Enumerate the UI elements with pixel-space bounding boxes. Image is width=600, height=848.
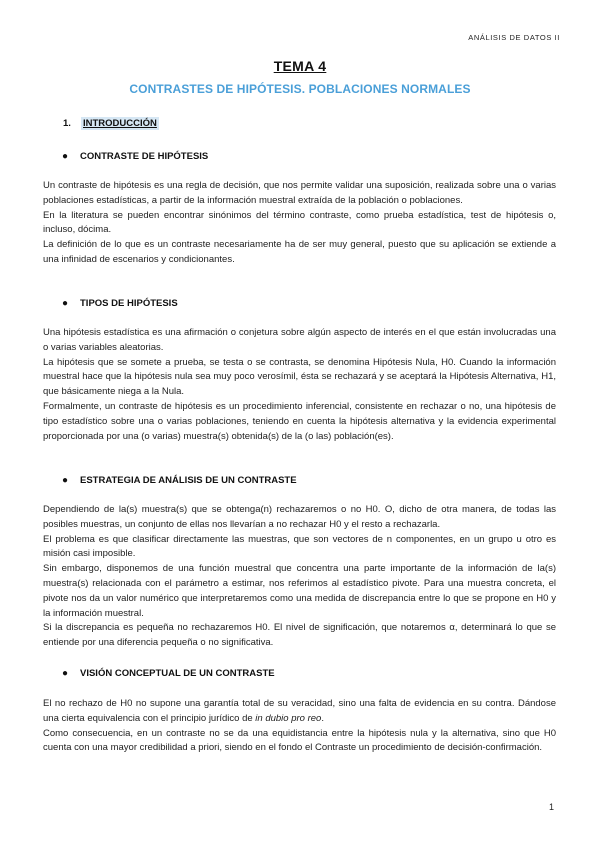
paragraph: El problema es que clasificar directamente las muestras, que son vectores de n componentes, en un grupo u otro es misión casi imposible. (43, 533, 556, 560)
paragraph: Sin embargo, disponemos de una función muestral que concentra una parte importante de la información de la(s) muestra(s) relacionada con el parámetro a estimar, nos referimos al estadístico pivote. Para una muestra concreta, el pivote nos da un valor numérico que interpretaremos como una medida de discrepancia entre lo que se propone en H0 y la información muestral. (43, 563, 556, 619)
bullet-icon: ● (62, 668, 69, 679)
paragraph: Un contraste de hipótesis es una regla de decisión, que nos permite validar una suposición, realizada sobre una o varias poblaciones estadísticas, a partir de la información muestral extraída de la población o poblaciones. (43, 180, 556, 206)
bullet-icon: ● (62, 475, 69, 486)
section-number: 1. (63, 118, 71, 129)
section-label: INTRODUCCIÓN (83, 118, 157, 129)
bullet-heading-tipos (62, 298, 178, 309)
bullet-heading-label: ESTRATEGIA DE ANÁLISIS DE UN CONTRASTE (80, 475, 297, 486)
bullet-heading-estrategia (62, 475, 297, 486)
paragraph: Dependiendo de la(s) muestra(s) que se obtenga(n) rechazaremos o no H0. O, dicho de otra manera, de todas las posibles muestras, un conjunto de ellas nos llevarían a no rechazar H0 y el resto a rechazarla. (43, 504, 556, 530)
paragraph-text: . (321, 712, 324, 724)
paragraph: Si la discrepancia es pequeña no rechazaremos H0. El nivel de significación, que notaremos α, determinará lo que se entiende por una diferencia pequeña o no significativa. (43, 622, 556, 649)
bullet-heading-label: CONTRASTE DE HIPÓTESIS (80, 151, 209, 162)
page-subtitle: CONTRASTES DE HIPÓTESIS. POBLACIONES NORMALES (129, 82, 471, 96)
latin-phrase: in dubio pro reo (255, 712, 322, 724)
bullet-heading-contraste (62, 151, 208, 162)
paragraph-text: El no rechazo de H0 no supone una garantía total de su veracidad, sino una falta de evidencia en su contra. Dándose una cierta equivalencia con el principio jurídico de (43, 698, 556, 724)
paragraph: Como consecuencia, en un contraste no se da una equidistancia entre la hipótesis nula y la alternativa, sino que H0 cuenta con una mayor credibilidad a priori, siendo en el fondo el Contraste un procedimiento de decisión-confirmación. (43, 727, 556, 754)
paragraph: Formalmente, un contraste de hipótesis es un procedimiento inferencial, consistente en rechazar o no, una hipótesis de tipo estadístico sobre una o varias poblaciones, teniendo en cuenta la hipótesis alternativa y la evidencia experimental proporcionada por una (o varias) muestra(s) obtenida(s) de la (o las) población(es). (43, 400, 556, 442)
bullet-heading-label: TIPOS DE HIPÓTESIS (80, 298, 178, 309)
page-number: 1 (548, 802, 554, 812)
paragraph: La hipótesis que se somete a prueba, se testa o se contrasta, se denomina Hipótesis Nula, H0. Cuando la información muestral hace que la hipótesis nula sea muy poco verosímil, ésta se rechazará y se aceptará la Hipótesis Alternativa, H1, que básicamente niega a la Nula. (43, 356, 556, 398)
bullet-icon: ● (62, 151, 69, 162)
paragraph-block-contraste (43, 179, 556, 268)
paragraph: La definición de lo que es un contraste necesariamente ha de ser muy general, puesto que su aplicación se extiende a una infinidad de escenarios y condicionantes. (43, 239, 556, 265)
paragraph-block-estrategia (43, 503, 556, 651)
page-title: TEMA 4 (273, 58, 327, 74)
section-heading-introduccion (63, 118, 159, 129)
running-header: ANÁLISIS DE DATOS II (468, 33, 560, 42)
bullet-icon: ● (62, 298, 69, 309)
bullet-heading-vision (62, 668, 275, 679)
paragraph: En la literatura se pueden encontrar sinónimos del término contraste, como prueba estadística, test de hipótesis o, incluso, dócima. (43, 209, 556, 236)
paragraph-block-tipos (43, 326, 556, 444)
bullet-heading-label: VISIÓN CONCEPTUAL DE UN CONTRASTE (80, 668, 275, 679)
paragraph: Una hipótesis estadística es una afirmación o conjetura sobre algún aspecto de interés en el que están involucradas una o varias variables aleatorias. (43, 327, 556, 353)
paragraph-block-vision (43, 697, 556, 756)
paragraph (43, 697, 556, 727)
